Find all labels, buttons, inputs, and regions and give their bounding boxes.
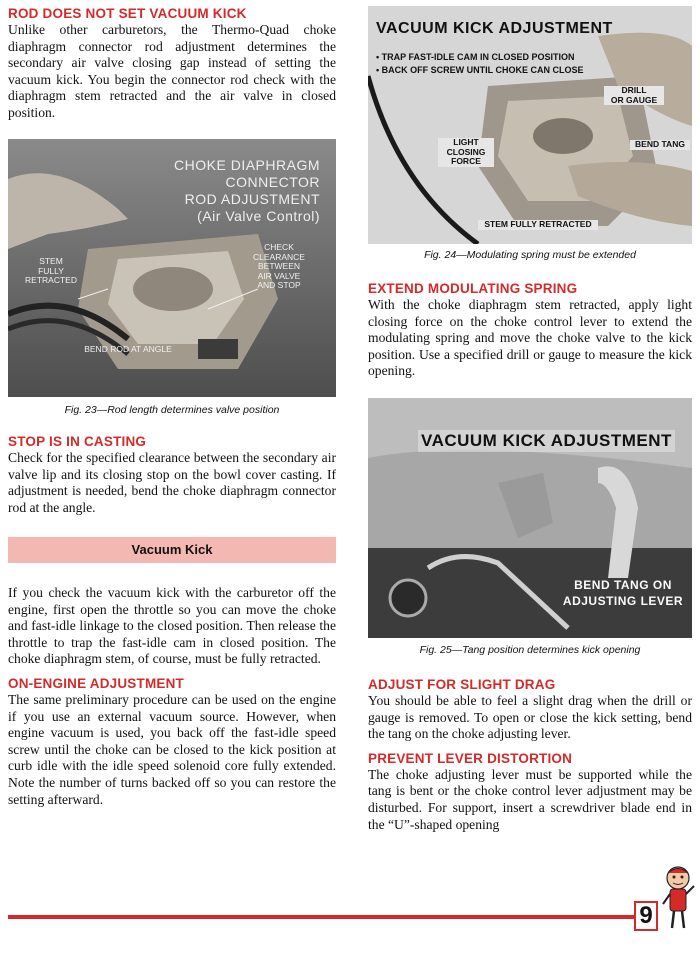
vacuum-kick-band: Vacuum Kick: [8, 537, 336, 563]
figure-23-photo: [8, 139, 336, 397]
fig23-label-check: CHECK CLEARANCE BETWEEN AIR VALVE AND STOP: [253, 242, 305, 290]
fig24-label-light: LIGHT CLOSING FORCE: [438, 138, 494, 167]
section-stop-casting: [8, 434, 336, 516]
section-heading-on-engine: ON-ENGINE ADJUSTMENT: [8, 675, 185, 691]
fig23-title-line3: (Air Valve Control): [197, 208, 320, 224]
fig24-title: VACUUM KICK ADJUSTMENT: [376, 20, 613, 37]
figure-25-photo: [368, 398, 692, 638]
fig24-label-drill: DRILL OR GAUGE: [604, 86, 664, 105]
paragraph-vacuum-kick: If you check the vacuum kick with the carburetor off the engine, first open the throttle so you can move the choke and fast-idle linkage to the closed position. Then release the throttle to trap the fast-idle cam in closed position. The choke diaphragm stem, of course, must be fully retracted.: [8, 585, 336, 667]
paragraph-on-engine: The same preliminary procedure can be used on the engine if you use an external vacuum source. However, when engine vacuum is used, you back off the fast-idle speed screw until the choke can be closed to the kick position at curb idle with the idle speed solenoid core fully extended. Note the number of turns backed off so you can restore the setting afterward.: [8, 691, 336, 807]
paragraph-rod-vacuum-kick: Unlike other carburetors, the Thermo-Quad choke diaphragm connector rod adjustment determines the secondary air valve closing gap instead of setting the vacuum kick. You begin the connector rod check with the diaphragm stem retracted and the air valve in closed position.: [8, 22, 336, 120]
paragraph-slight-drag: You should be able to feel a slight drag when the drill or gauge is removed. To open or close the kick setting, bend the tang on the choke adjusting lever.: [368, 693, 692, 742]
paragraph-extend-spring: With the choke diaphragm stem retracted, apply light closing force on the choke control lever to extend the modulating spring and move the choke valve to the kick position. Use a specified drill or gauge to measure the kick opening.: [368, 297, 692, 379]
footer-rule: [8, 915, 634, 919]
carburetor-hands-image: [368, 6, 692, 244]
fig24-label-bend: BEND TANG: [630, 140, 690, 150]
section-extend-spring: [368, 281, 692, 380]
fig24-label-stem: STEM FULLY RETRACTED: [478, 220, 598, 230]
fig23-title-line1: CHOKE DIAPHRAGM CONNECTOR: [174, 157, 320, 190]
fig23-label-bend: BEND ROD AT ANGLE: [84, 344, 172, 354]
fig23-label-stem: STEM FULLY RETRACTED: [25, 256, 77, 285]
fig24-bullet-2: • BACK OFF SCREW UNTIL CHOKE CAN CLOSE: [376, 65, 584, 75]
fig23-title-line2: ROD ADJUSTMENT: [184, 191, 320, 207]
figure-23-caption: Fig. 23—Rod length determines valve position: [64, 404, 280, 416]
figure-24-photo: [368, 6, 692, 244]
mascot-icon: [660, 864, 696, 934]
left-column: [8, 6, 336, 122]
section-heading-stop-casting: STOP IS IN CASTING: [8, 434, 147, 449]
page-number: 9: [634, 901, 658, 931]
section-heading-rod-vacuum-kick: ROD DOES NOT SET VACUUM KICK: [8, 6, 247, 21]
fig25-label-line1: BEND TANG ON: [574, 578, 672, 592]
section-slight-drag: [368, 677, 692, 833]
section-vacuum-kick: [8, 585, 336, 808]
paragraph-lever-distortion: The choke adjusting lever must be supported while the tang is bent or the choke control lever adjustment may be disturbed. For support, insert a screwdriver blade end in the “U”-shaped opening: [368, 766, 692, 832]
fig25-title: VACUUM KICK ADJUSTMENT: [418, 430, 675, 452]
section-heading-extend-spring: EXTEND MODULATING SPRING: [368, 281, 578, 296]
fig24-bullet-1: • TRAP FAST-IDLE CAM IN CLOSED POSITION: [376, 52, 575, 62]
paragraph-stop-casting: Check for the specified clearance between the secondary air valve lip and its closing stop on the bowl cover casting. If adjustment is needed, bend the choke diaphragm connector rod at the angle.: [8, 450, 336, 515]
section-heading-slight-drag: ADJUST FOR SLIGHT DRAG: [368, 677, 556, 692]
figure-25-caption: Fig. 25—Tang position determines kick opening: [419, 644, 641, 656]
section-heading-lever-distortion: PREVENT LEVER DISTORTION: [368, 750, 573, 766]
figure-24-caption: Fig. 24—Modulating spring must be extended: [424, 249, 636, 261]
fig25-label-line2: ADJUSTING LEVER: [562, 594, 684, 608]
